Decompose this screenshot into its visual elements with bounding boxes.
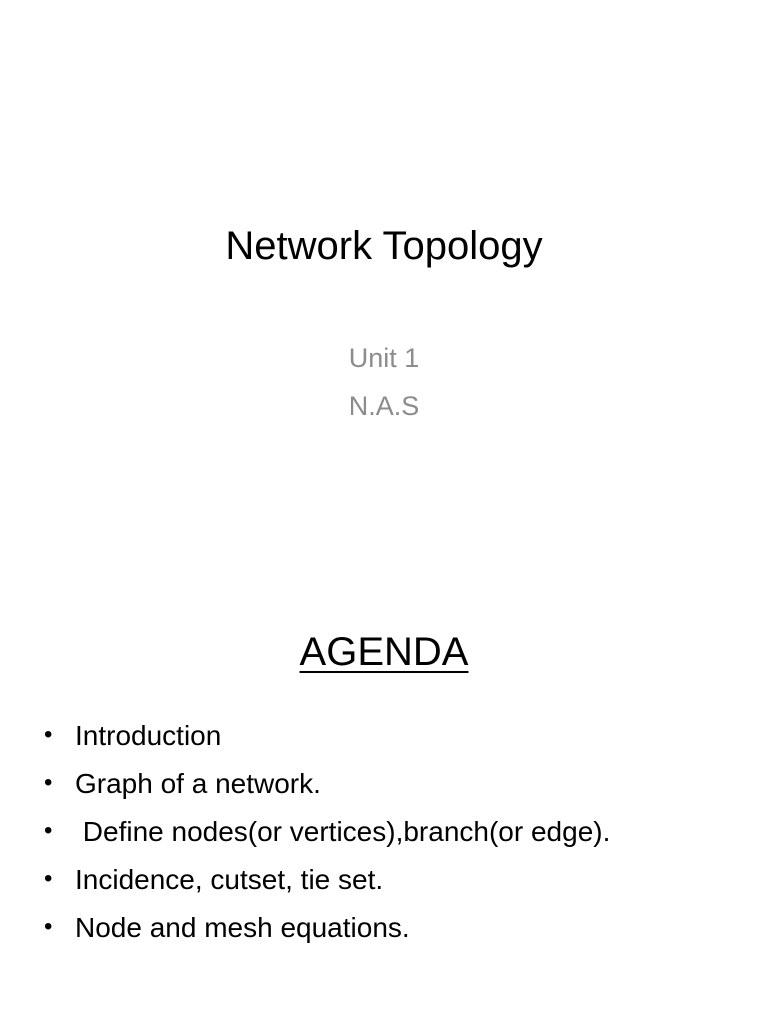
list-item xyxy=(40,904,760,952)
bullet-icon: • xyxy=(44,721,53,748)
agenda-list xyxy=(40,712,760,952)
list-item-text: Incidence, cutset, tie set. xyxy=(75,864,384,895)
slide-subtitle xyxy=(0,334,768,430)
bullet-icon: • xyxy=(44,865,53,892)
agenda-slide xyxy=(0,576,768,1024)
bullet-icon: • xyxy=(44,769,53,796)
bullet-icon: • xyxy=(44,817,53,844)
slide-title: Network Topology xyxy=(225,224,543,268)
list-item xyxy=(40,712,760,760)
agenda-heading: AGENDA xyxy=(299,630,469,674)
list-item xyxy=(40,808,760,856)
subtitle-line-author: N.A.S xyxy=(348,391,420,421)
list-item xyxy=(40,856,760,904)
list-item-text: Introduction xyxy=(75,720,222,751)
list-item-text: Define nodes(or vertices),branch(or edge). xyxy=(75,816,611,847)
list-item-text: Node and mesh equations. xyxy=(75,912,410,943)
list-item xyxy=(40,760,760,808)
subtitle-line-unit: Unit 1 xyxy=(348,343,420,373)
bullet-icon: • xyxy=(44,913,53,940)
list-item-text: Graph of a network. xyxy=(75,768,321,799)
